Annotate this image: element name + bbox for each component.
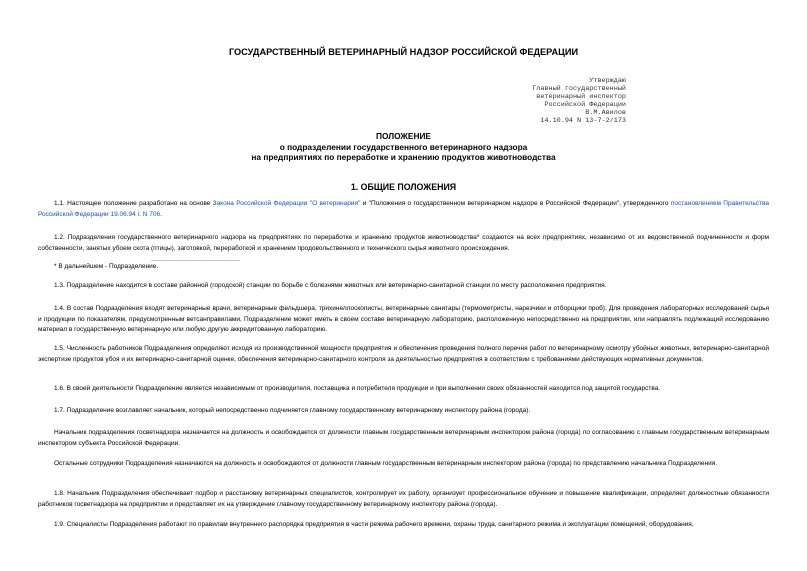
approval-line: Главный государственный <box>532 85 626 94</box>
paragraph-1-8: 1.8. Начальник Подразделения обеспечивает подбор и расстановку ветеринарных специалистов, контролирует их работу, организует профессиональное обучение и повышение квалификации, определяет должностные обязанности работников госветнадзора на предприятии и представляет их на утверждение главному государственному ветеринарному инспектору района (города). <box>38 490 769 508</box>
paragraph-text: и "Положения о государственном ветеринарном надзоре в Российской Федерации", утвержденного <box>360 200 671 207</box>
paragraph-1-3: 1.3. Подразделение находится в составе районной (городской) станции по борьбе с болезнями животных или ветеринарно-санитарной станции по месту расположения предприятия. <box>54 282 607 289</box>
paragraph-1-2: 1.2. Подразделения государственного ветеринарного надзора на предприятиях по переработке и хранению продуктов животноводства* создаются на всех предприятиях, независимо от их ведомственной подчиненности и форм собственности, занятых убоем скота (птицы), заготовкой, переработкой и хранением продовольственного и технического сырья животного происхождения. <box>38 234 769 252</box>
title-line: о подразделении государственного ветеринарного надзора <box>279 141 528 152</box>
law-link[interactable]: Закона Российской Федерации "О ветеринарии" <box>212 200 361 207</box>
paragraph-staff-appointment: Остальные сотрудники Подразделения назначаются на должность и освобождаются от должности главным государственным ветеринарным инспектором района (города) по представлению начальника Подразделения. <box>54 460 718 467</box>
paragraph-chief-appointment: Начальник подразделения госветнадзора назначается на должность и освобождается от должности главным государственным ветеринарным инспектором района (города) по согласованию с главным государственным ветеринарным инспектором субъекта Российской Федерации. <box>38 429 769 447</box>
approval-line: 14.10.94 N 13-7-2/173 <box>540 117 626 126</box>
approval-line: Российской Федерации <box>544 101 626 110</box>
paragraph-1-9: 1.9. Специалисты Подразделения работают по правилам внутреннего распорядка предприятия в части режима рабочего времени, охраны труда, санитарного режима и эксплуатации помещений, оборудования, <box>54 521 694 528</box>
document-title <box>0 131 807 163</box>
decree-link[interactable]: постановлением Правительства Российской Федерации 19.06.94 г. N 706 <box>38 200 769 218</box>
section-title: 1. ОБЩИЕ ПОЛОЖЕНИЯ <box>350 182 457 192</box>
paragraph-1-5: 1.5. Численность работников Подразделения определяют исходя из производственной мощности предприятия и обеспечения проведения полного перечня работ по ветеринарному осмотру убойных животных, ветеринарно-санитарной экспертизе продуктов убоя и их ветеринарно-санитарной оценке, обеспечения ветеринарно-санитарного контроля за деятельностью предприятия в соответствии с требованиями действующих нормативных документов. <box>38 345 769 363</box>
paragraph-1-6: 1.6. В своей деятельности Подразделение является независимым от производителя, поставщика и потребителя продукции и при выполнении своих обязанностей находится под защитой государства. <box>54 385 661 392</box>
approval-line: В.М.Авилов <box>585 109 626 118</box>
approval-line: ветеринарный инспектор <box>536 93 626 102</box>
paragraph-text: 1.1. Настоящее положение разработано на основе <box>54 200 213 207</box>
paragraph-text: . <box>160 210 162 218</box>
approval-stamp <box>532 77 626 126</box>
approval-line: Утверждаю <box>589 77 626 85</box>
footnote-rule: ________________________ <box>151 255 241 262</box>
footnote: * В дальнейшем - Подразделение. <box>54 263 159 270</box>
title-line: на предприятиях по переработке и хранению продуктов животноводства <box>251 152 556 162</box>
document-header: ГОСУДАРСТВЕННЫЙ ВЕТЕРИНАРНЫЙ НАДЗОР РОССИЙСКОЙ ФЕДЕРАЦИИ <box>228 47 579 57</box>
paragraph-1-1 <box>38 199 769 220</box>
paragraph-1-7: 1.7. Подразделение возглавляет начальник, который непосредственно подчиняется главному государственному ветеринарному инспектору района (города). <box>54 407 531 414</box>
paragraph-1-4: 1.4. В состав Подразделения входят ветеринарные врачи, ветеринарные фельдшера, трихинеллоскописты, ветеринарные санитары (термометристы, нарезчики и отборщики проб). Для проведения лабораторных исследований сырья и продукции по показателям, предусмотренным ветсанправилами, Подразделение может иметь в своем составе ветеринарную лабораторию, расположенную непосредственно на предприятии, или направлять подлежащий исследованию материал в государственную ветеринарную или любую другую аккредитованную лабораторию. <box>38 305 769 334</box>
title-line: ПОЛОЖЕНИЕ <box>376 131 431 141</box>
